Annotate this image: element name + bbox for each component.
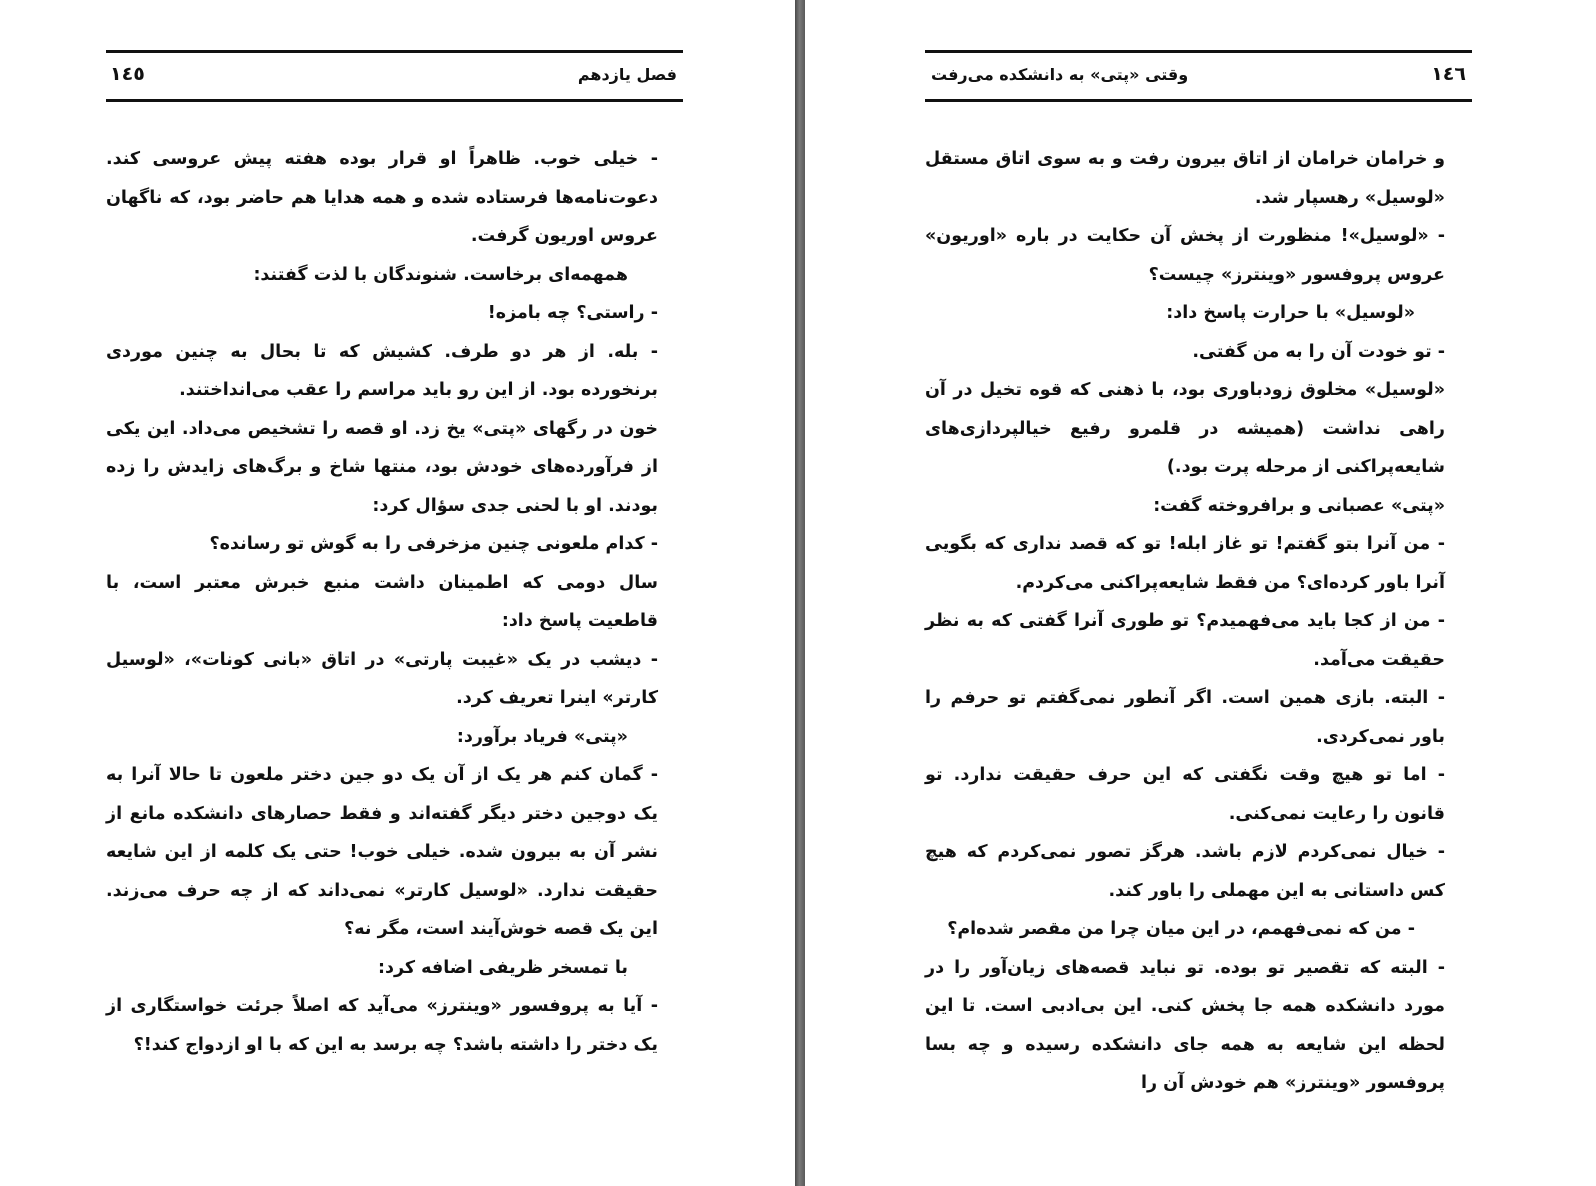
right-page-body: [925, 140, 1485, 1103]
paragraph: - البته که تقصیر تو بوده. تو نباید قصه‌های زیان‌آور را در مورد دانشکده همه جا پخش کنی. این بی‌ادبی است. تا این لحظه این شایعه به همه جای دانشکده رسیده و چه بسا پروفسور «وینترز» هم خودش آن را: [925, 957, 1445, 1093]
paragraph: - اما تو هیچ وقت نگفتی که این حرف حقیقت ندارد. تو قانون را رعایت نمی‌کنی.: [925, 765, 1445, 824]
right-page-number: ١٤٦: [1431, 63, 1466, 85]
paragraph: - من از کجا باید می‌فهمیدم؟ تو طوری آنرا گفتی که به نظر حقیقت می‌آمد.: [925, 611, 1445, 670]
paragraph: - بله. از هر دو طرف. کشیش که تا بحال به چنین موردی برنخورده بود. از این رو باید مراسم را عقب می‌انداختند.: [106, 341, 658, 400]
paragraph: و خرامان خرامان از اتاق بیرون رفت و به سوی اتاق مستقل «لوسیل» رهسپار شد.: [925, 149, 1445, 208]
paragraph: - آیا به پروفسور «وینترز» می‌آید که اصلاً جرئت خواستگاری از یک دختر را داشته باشد؟ چه برسد به این که با او ازدواج کند!؟: [106, 996, 658, 1055]
left-page-header: [106, 50, 683, 102]
paragraph: - من آنرا بتو گفتم! تو غاز ابله! تو که قصد نداری که بگویی آنرا باور کرده‌ای؟ من فقط شایعه‌پراکنی می‌کردم.: [925, 534, 1445, 593]
paragraph: با تمسخر ظریفی اضافه کرد:: [378, 957, 628, 978]
paragraph: «لوسیل» مخلوق زودباوری بود، با ذهنی که قوه تخیل در آن راهی نداشت (همیشه در قلمرو رفیع خیالپردازی‌های شایعه‌پراکنی از مرحله پرت بود.): [925, 380, 1445, 477]
paragraph: «لوسیل» با حرارت پاسخ داد:: [1166, 303, 1415, 323]
paragraph: «پتی» عصبانی و برافروخته گفت:: [1153, 495, 1445, 516]
paragraph: همهمه‌ای برخاست. شنوندگان با لذت گفتند:: [253, 264, 628, 285]
paragraph: - دیشب در یک «غیبت پارتی» در اتاق «بانی کونات»، «لوسیل کارتر» اینرا تعریف کرد.: [106, 649, 658, 708]
left-page: [0, 0, 795, 1186]
paragraph: - خیال نمی‌کردم لازم باشد. هرگز تصور نمی‌کردم که هیچ کس داستانی به این مهملی را باور کند.: [925, 842, 1445, 901]
paragraph: سال دومی که اطمینان داشت منبع خبرش معتبر است، با قاطعیت پاسخ داد:: [106, 572, 658, 631]
paragraph: - کدام ملعونی چنین مزخرفی را به گوش تو رسانده؟: [209, 534, 658, 554]
right-page: [805, 0, 1596, 1186]
right-running-title: وقتی «پتی» به دانشکده می‌رفت: [931, 65, 1189, 84]
left-page-body: [106, 140, 698, 1064]
book-spine: [795, 0, 805, 1186]
paragraph: - راستی؟ چه بامزه!: [487, 303, 658, 323]
paragraph: - من که نمی‌فهمم، در این میان چرا من مقصر شده‌ام؟: [947, 919, 1415, 939]
right-page-header: [925, 50, 1472, 102]
paragraph: «پتی» فریاد برآورد:: [456, 726, 628, 747]
paragraph: - البته. بازی همین است. اگر آنطور نمی‌گفتم تو حرفم را باور نمی‌کردی.: [925, 688, 1445, 747]
paragraph: خون در رگهای «پتی» یخ زد. او قصه را تشخیص می‌داد. این یکی از فرآورده‌های خودش بود، منتها شاخ و برگ‌های زایدش را زده بودند. او با لحنی جدی سؤال کرد:: [106, 418, 658, 516]
paragraph: - تو خودت آن را به من گفتی.: [1192, 341, 1445, 362]
paragraph: - خیلی خوب. ظاهراً او قرار بوده هفته پیش عروسی کند. دعوت‌نامه‌ها فرستاده شده و همه هدایا هم حاضر بود، که ناگهان عروس اوریون گرفت.: [106, 149, 658, 246]
left-running-title: فصل یازدهم: [577, 65, 677, 84]
paragraph: - «لوسیل»! منظورت از پخش آن حکایت در باره «اوریون» عروس پروفسور «وینترز» چیست؟: [925, 226, 1445, 285]
left-page-number: ١٤٥: [110, 63, 145, 85]
paragraph: - گمان کنم هر یک از آن یک دو جین دختر ملعون تا حالا آنرا به یک دوجین دختر دیگر گفته‌اند و فقط حصارهای دانشکده مانع از نشر آن به بیرون شده. خیلی خوب! حتی یک کلمه از این شایعه حقیقت ندارد. «لوسیل کارتر» نمی‌داند که از چه حرف می‌زند. این یک قصه خوش‌آیند است، مگر نه؟: [106, 765, 658, 939]
